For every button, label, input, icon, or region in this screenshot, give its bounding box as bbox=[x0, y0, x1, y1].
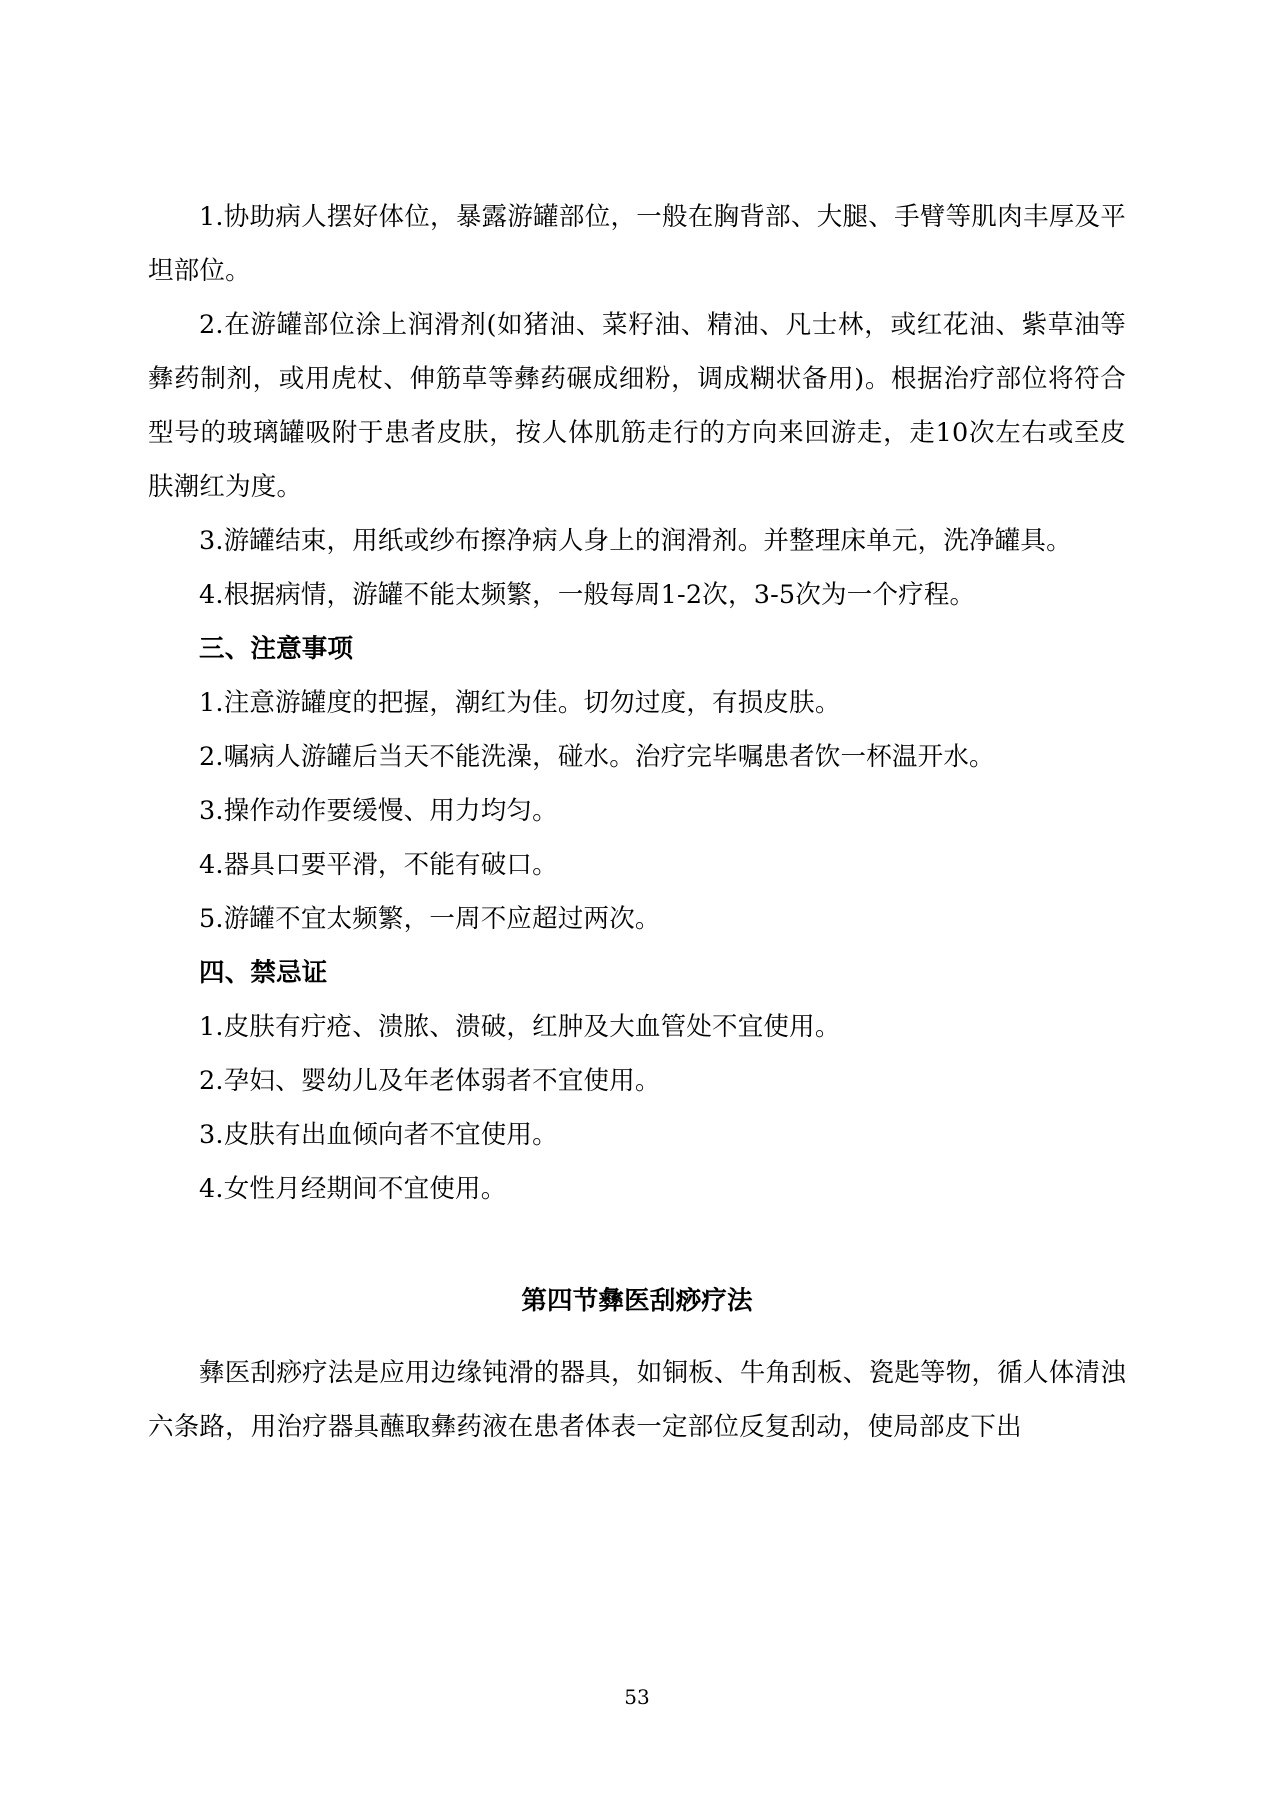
heading-precautions: 三、注意事项 bbox=[199, 634, 354, 664]
document-body bbox=[148, 190, 1126, 1454]
title-spacer bbox=[148, 1328, 1126, 1346]
paragraph-precaution-5: 5.游罐不宜太频繁，一周不应超过两次。 bbox=[199, 904, 661, 934]
section-title: 第四节彝医刮痧疗法 bbox=[521, 1286, 753, 1316]
paragraph-precaution-4: 4.器具口要平滑，不能有破口。 bbox=[199, 850, 558, 880]
paragraph-contraindication-2: 2.孕妇、婴幼儿及年老体弱者不宜使用。 bbox=[199, 1066, 661, 1096]
paragraph-operation-1: 1.协助病人摆好体位，暴露游罐部位，一般在胸背部、大腿、手臂等肌肉丰厚及平坦部位。 bbox=[148, 202, 1126, 286]
paragraph-operation-3: 3.游罐结束，用纸或纱布擦净病人身上的润滑剂。并整理床单元，洗净罐具。 bbox=[199, 526, 1072, 556]
paragraph-precaution-1: 1.注意游罐度的把握，潮红为佳。切勿过度，有损皮肤。 bbox=[199, 688, 841, 718]
paragraph-precaution-3: 3.操作动作要缓慢、用力均匀。 bbox=[199, 796, 558, 826]
paragraph-contraindication-4: 4.女性月经期间不宜使用。 bbox=[199, 1174, 507, 1204]
heading-contraindications: 四、禁忌证 bbox=[199, 958, 328, 988]
paragraph-operation-2: 2.在游罐部位涂上润滑剂(如猪油、菜籽油、精油、凡士林，或红花油、紫草油等彝药制剂，或用虎杖、伸筋草等彝药碾成细粉，调成糊状备用)。根据治疗部位将符合型号的玻璃罐吸附于患者皮肤，按人体肌筋走行的方向来回游走，走10次左右或至皮肤潮红为度。 bbox=[148, 310, 1126, 502]
section-spacer bbox=[148, 1216, 1126, 1274]
paragraph-section-intro: 彝医刮痧疗法是应用边缘钝滑的器具，如铜板、牛角刮板、瓷匙等物，循人体清浊六条路，用治疗器具蘸取彝药液在患者体表一定部位反复刮动，使局部皮下出 bbox=[148, 1358, 1126, 1442]
page-number: 53 bbox=[624, 1685, 650, 1709]
paragraph-operation-4: 4.根据病情，游罐不能太频繁，一般每周1-2次，3-5次为一个疗程。 bbox=[199, 580, 976, 610]
paragraph-contraindication-1: 1.皮肤有疔疮、溃脓、溃破，红肿及大血管处不宜使用。 bbox=[199, 1012, 841, 1042]
paragraph-contraindication-3: 3.皮肤有出血倾向者不宜使用。 bbox=[199, 1120, 558, 1150]
paragraph-precaution-2: 2.嘱病人游罐后当天不能洗澡，碰水。治疗完毕嘱患者饮一杯温开水。 bbox=[199, 742, 995, 772]
